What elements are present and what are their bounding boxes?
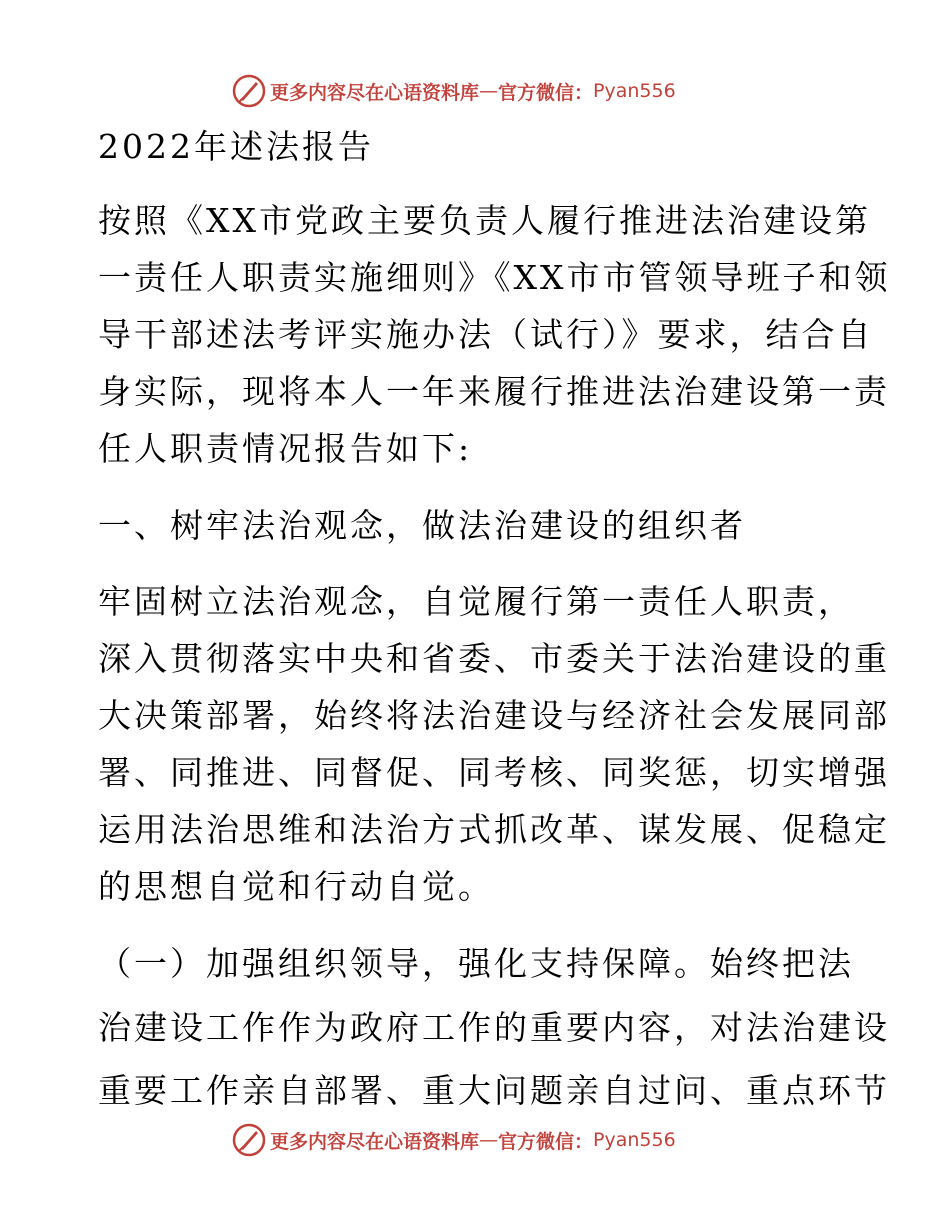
paragraph-line: 身实际，现将本人一年来履行推进法治建设第一责 xyxy=(98,372,890,411)
paragraph-line: 深入贯彻落实中央和省委、市委关于法治建设的重 xyxy=(98,639,890,678)
watermark-wechat-id: Pyan556 xyxy=(593,1129,676,1151)
watermark-dash: — xyxy=(479,80,499,102)
watermark-main-text: 更多内容尽在心语资料库 xyxy=(270,1130,480,1153)
paragraph-line: 大决策部署，始终将法治建设与经济社会发展同部 xyxy=(98,696,890,735)
paragraph-line: 署、同推进、同督促、同考核、同奖惩，切实增强 xyxy=(98,753,890,792)
watermark-main-text: 更多内容尽在心语资料库 xyxy=(270,81,480,104)
watermark-official-label: 官方微信： xyxy=(498,81,594,104)
subsection-line: （一）加强组织领导，强化支持保障。始终把法 xyxy=(98,944,854,983)
paragraph-line: 任人职责情况报告如下: xyxy=(98,429,473,468)
paragraph-line: 治建设工作作为政府工作的重要内容，对法治建设 xyxy=(98,1008,890,1047)
quill-logo-icon xyxy=(232,1123,266,1157)
watermark-dash: — xyxy=(479,1129,499,1151)
watermark-official-label: 官方微信： xyxy=(498,1130,594,1153)
paragraph-line: 一责任人职责实施细则》《XX市市管领导班子和领 xyxy=(98,258,891,297)
watermark-wechat-id: Pyan556 xyxy=(593,80,676,102)
document-title: 2022年述法报告 xyxy=(98,127,374,166)
watermark-footer xyxy=(232,1120,732,1160)
paragraph-line: 按照《XX市党政主要负责人履行推进法治建设第 xyxy=(98,201,871,240)
paragraph-line: 运用法治思维和法治方式抓改革、谋发展、促稳定 xyxy=(98,810,890,849)
paragraph-line: 重要工作亲自部署、重大问题亲自过问、重点环节 xyxy=(98,1071,890,1110)
paragraph-line: 导干部述法考评实施办法（试行）》要求，结合自 xyxy=(98,315,874,354)
paragraph-line: 的思想自觉和行动自觉。 xyxy=(98,867,494,906)
section-heading: 一、树牢法治观念，做法治建设的组织者 xyxy=(98,506,746,545)
paragraph-line: 牢固树立法治观念，自觉履行第一责任人职责， xyxy=(98,582,854,621)
